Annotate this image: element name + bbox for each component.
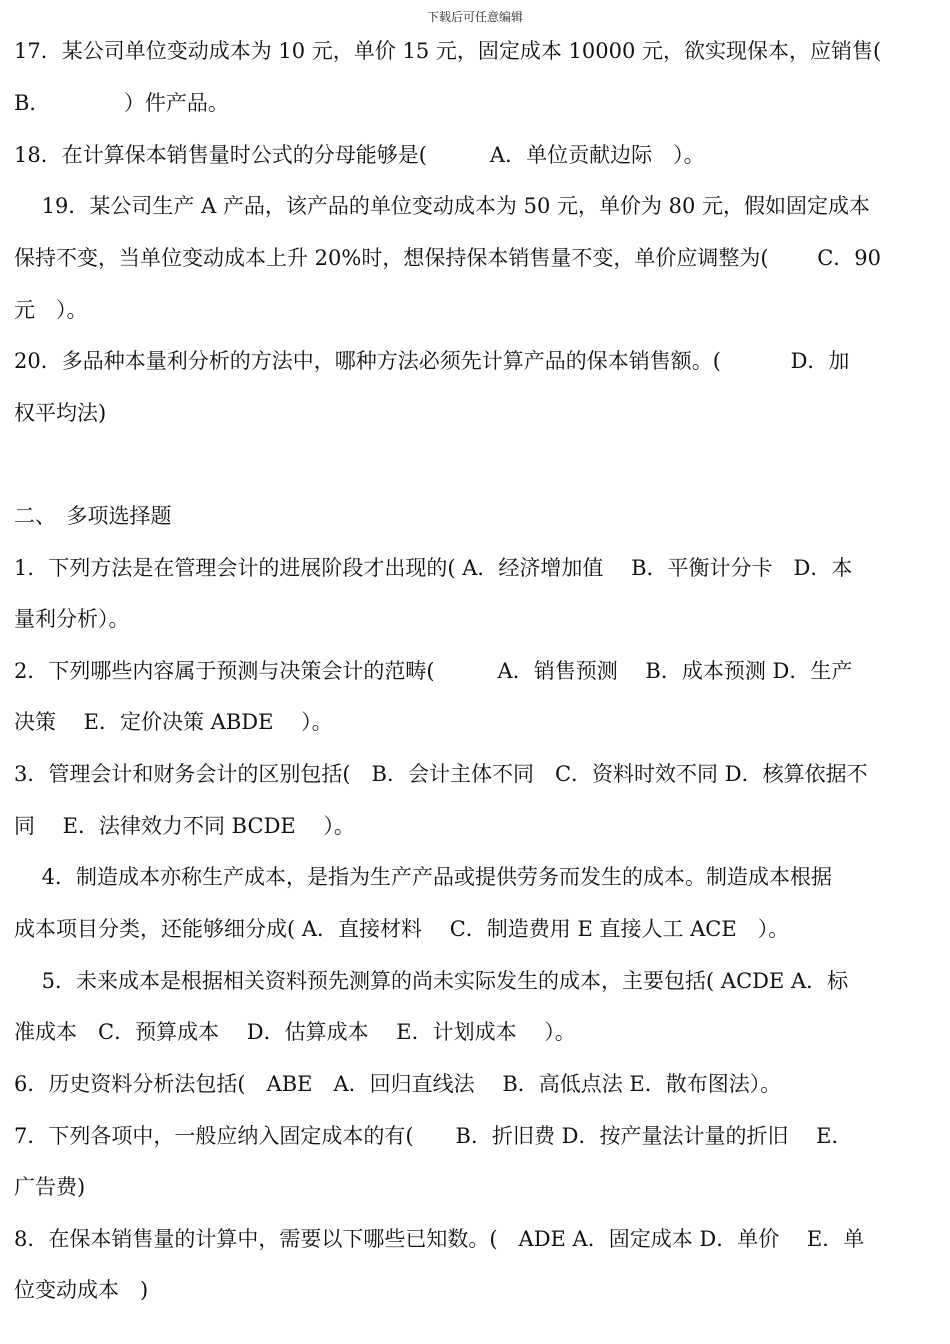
- m4-line-2: 成本项目分类，还能够细分成( A．直接材料 C．制造费用 E 直接人工 ACE ）。: [14, 917, 790, 941]
- section-heading-multiple-choice: 二、 多项选择题: [14, 504, 172, 528]
- m7-line-1: 7．下列各项中，一般应纳入固定成本的有( B．折旧费 D．按产量法计量的折旧 E．: [14, 1124, 853, 1148]
- q19-line-3: 元 ）。: [14, 298, 88, 322]
- q17-line-2: B． ）件产品。: [14, 91, 229, 115]
- m5-line-2: 准成本 C．预算成本 D．估算成本 E．计划成本 ）。: [14, 1020, 576, 1044]
- m7-line-2: 广告费): [14, 1175, 86, 1199]
- m1-line-2: 量利分析）。: [14, 607, 130, 631]
- page-header: 下载后可任意编辑: [426, 10, 523, 24]
- q19-line-2: 保持不变，当单位变动成本上升 20%时，想保持保本销售量不变，单价应调整为( C．90: [14, 246, 882, 270]
- m5-line-1: 5．未来成本是根据相关资料预先测算的尚未实际发生的成本，主要包括( ACDE A．标: [14, 969, 849, 993]
- q19-line-1: 19．某公司生产 A 产品，该产品的单位变动成本为 50 元，单价为 80 元，假如固定成本: [14, 194, 871, 218]
- m2-line-2: 决策 E．定价决策 ABDE ）。: [14, 710, 333, 734]
- m3-line-2: 同 E．法律效力不同 BCDE ）。: [14, 814, 355, 838]
- m4-line-1: 4．制造成本亦称生产成本，是指为生产产品或提供劳务而发生的成本。制造成本根据: [14, 865, 833, 889]
- m3-line-1: 3．管理会计和财务会计的区别包括( B．会计主体不同 C．资料时效不同 D．核算依据不: [14, 762, 868, 786]
- m8-line-2: 位变动成本 ): [14, 1278, 149, 1302]
- q20-line-1: 20．多品种本量利分析的方法中，哪种方法必须先计算产品的保本销售额。( D．加: [14, 349, 850, 373]
- m2-line-1: 2．下列哪些内容属于预测与决策会计的范畴( A．销售预测 B．成本预测 D．生产: [14, 659, 853, 683]
- m1-line-1: 1．下列方法是在管理会计的进展阶段才出现的( A．经济增加值 B．平衡计分卡 D．本: [14, 556, 853, 580]
- q20-line-2: 权平均法): [14, 401, 107, 425]
- q17-line-1: 17．某公司单位变动成本为 10 元，单价 15 元，固定成本 10000 元，欲实现保本，应销售(: [14, 39, 882, 63]
- m8-line-1: 8．在保本销售量的计算中，需要以下哪些已知数。( ADE A．固定成本 D．单价 E．单: [14, 1227, 865, 1251]
- q18-line-1: 18．在计算保本销售量时公式的分母能够是( A．单位贡献边际 ）。: [14, 143, 705, 167]
- m6-line-1: 6．历史资料分析法包括( ABE A．回归直线法 B．高低点法 E．散布图法）。: [14, 1072, 782, 1096]
